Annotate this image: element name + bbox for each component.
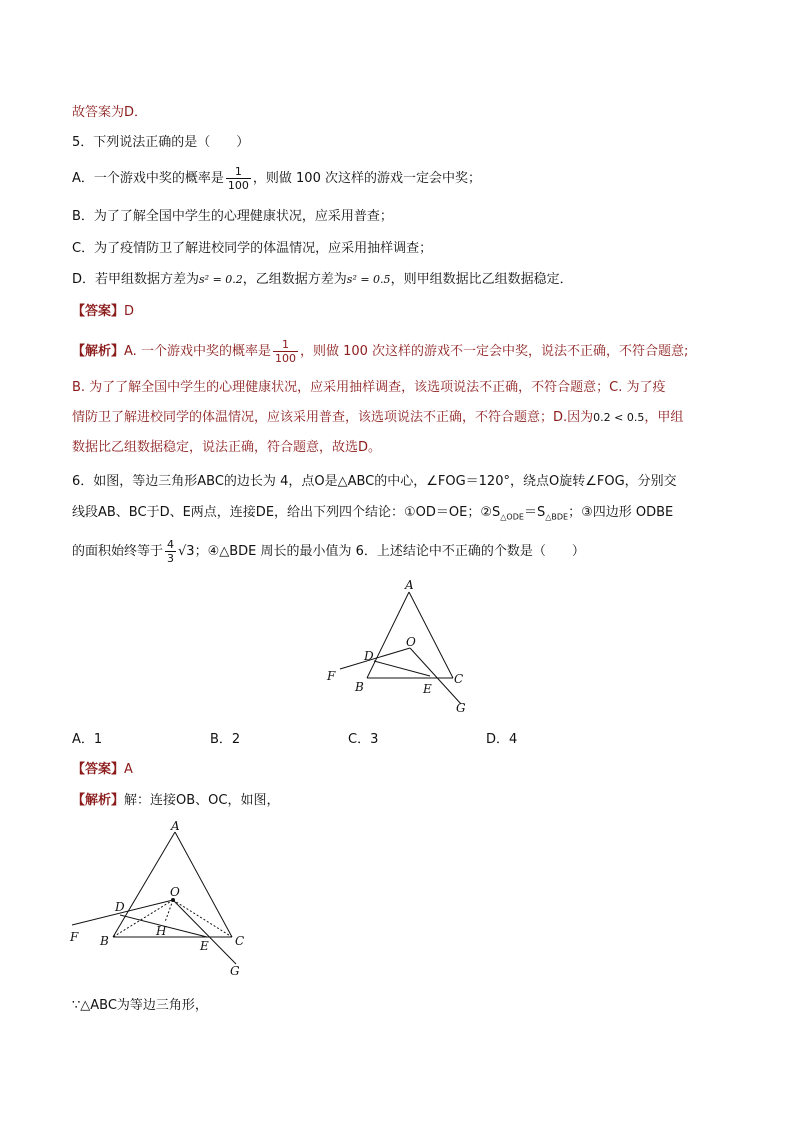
fig1-label-g: G — [456, 701, 466, 715]
fig1-label-d: D — [364, 649, 374, 663]
q6-option-a: A．1 — [72, 732, 103, 747]
q5-option-b: B．为了了解全国中学生的心理健康状况，应采用普查； — [72, 209, 393, 224]
fig2-label-f: F — [70, 930, 79, 944]
fig2-label-e: E — [200, 939, 209, 953]
q5-option-c: C．为了疫情防卫了解进校同学的体温情况，应采用抽样调查； — [72, 241, 433, 256]
q6-answer: 【答案】A — [72, 762, 133, 777]
q5-answer: 【答案】D — [72, 304, 135, 319]
q6-option-b: B．2 — [210, 732, 241, 747]
q6-analysis-line-1: 【解析】解：连接OB、OC，如图， — [72, 793, 280, 808]
q5-option-a: A．一个游戏中奖的概率是 $\frac{1}{100}$ ，则做 100 次这样的游戏一定会中奖； — [72, 165, 481, 192]
fraction: $\frac{1}{100}$ — [274, 338, 296, 365]
fig1-label-c: C — [454, 672, 464, 686]
q6-stem-line-3: 的面积始终等于 $\frac{4}{3}$ √3；④△BDE 周长的最小值为 6．上述结论中不正确的个数是（ ） — [72, 538, 585, 565]
q6-analysis-last-line: ∵△ABC为等边三角形， — [72, 998, 208, 1013]
fig1-label-a: A — [405, 578, 414, 592]
fig2-label-d: D — [115, 900, 125, 914]
q6-stem-line-2: 线段AB、BC于D、E两点，连接DE，给出下列四个结论：①OD＝OE；$②S_{\triangle ODE}=S_{\triangle BDE}$；③四边形 ODBE — [72, 505, 674, 522]
fig2-label-a: A — [171, 819, 180, 833]
q5-stem: 5．下列说法正确的是（ ） — [72, 135, 250, 150]
fig2-label-c: C — [235, 934, 245, 948]
q5-analysis-line-3: 情防卫了解进校同学的体温情况，应该采用普查，该选项说法不正确，不符合题意；D.因为0.2 < 0.5，甲组 — [72, 410, 684, 425]
fig1-label-o: O — [406, 635, 416, 649]
fig1-label-f: F — [327, 669, 336, 683]
fraction: $\frac{1}{100}$ — [227, 165, 249, 192]
fig2-label-b: B — [100, 934, 109, 948]
fig1-label-e: E — [423, 682, 432, 696]
q6-stem-line-1: 6．如图，等边三角形ABC的边长为 4，点O是△ABC的中心，∠FOG＝120°，绕点O旋转∠FOG，分别交 — [72, 474, 677, 489]
q5-analysis-line-1: 【解析】A. 一个游戏中奖的概率是 $\frac{1}{100}$ ，则做 100 次这样的游戏不一定会中奖，说法不正确，不符合题意; — [72, 338, 689, 365]
fraction: $\frac{4}{3}$ — [167, 538, 175, 565]
fig2-label-o: O — [170, 885, 180, 899]
fig2-label-g: G — [230, 964, 240, 978]
fig1-label-b: B — [355, 680, 364, 694]
q6-option-c: C．3 — [348, 732, 379, 747]
q6-option-d: D．4 — [486, 732, 518, 747]
q5-analysis-line-2: B. 为了了解全国中学生的心理健康状况，应采用抽样调查，该选项说法不正确，不符合题意；C. 为了疫 — [72, 380, 666, 395]
q5-analysis-line-4: 数据比乙组数据稳定，说法正确，符合题意，故选D。 — [72, 440, 382, 455]
q5-option-d: D．若甲组数据方差为s² = 0.2，乙组数据方差为s² = 0.5，则甲组数据比乙组数据稳定． — [72, 272, 573, 287]
prev-answer-line: 故答案为D． — [72, 105, 148, 120]
fig2-label-h: H — [156, 924, 167, 938]
